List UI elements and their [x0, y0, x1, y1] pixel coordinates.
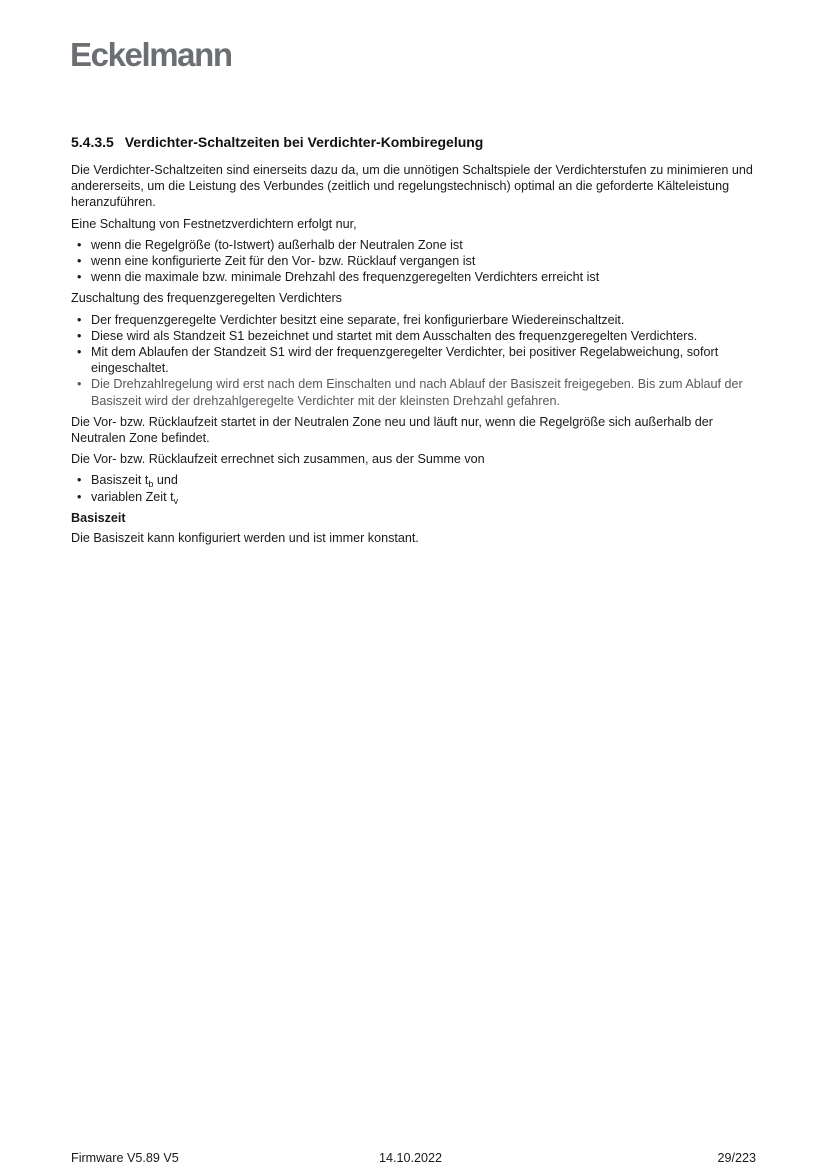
list-item: • variablen Zeit $t_v$ — [71, 489, 761, 505]
basis-heading: Basiszeit — [71, 510, 126, 525]
list-item: • Diese wird als Standzeit S1 bezeichnet und startet mit dem Ausschalten des frequenzgeregelten Verdichters. — [71, 328, 761, 344]
switching-conditions-list — [71, 237, 761, 286]
company-logo: Eckelmann — [70, 36, 232, 73]
footer-firmware: Firmware V5.89 V5 — [71, 1151, 179, 1165]
neutral-zone-note: Die Vor- bzw. Rücklaufzeit startet in der Neutralen Zone neu und läuft nur, wenn die Regelgröße sich außerhalb der Neutralen Zone befindet. — [71, 414, 713, 446]
fc-heading: Zuschaltung des frequenzgeregelten Verdichters — [71, 291, 342, 306]
intro-paragraph: Die Verdichter-Schaltzeiten sind einerseits dazu da, um die unnötigen Schaltspiele der Verdichterstufen zu minimieren und andererseits, um die Leistung des Verbundes (zeitlich und regelungstechnisch) optimal an die geforderte Kälteleistung heranzuführen. — [71, 163, 753, 210]
sum-intro: Die Vor- bzw. Rücklaufzeit errechnet sich zusammen, aus der Summe von — [71, 452, 485, 467]
list-item: • wenn die Regelgröße (to-Istwert) außerhalb der Neutralen Zone ist — [71, 237, 761, 253]
list-item: • wenn eine konfigurierte Zeit für den Vor- bzw. Rücklauf vergangen ist — [71, 253, 761, 269]
page-content — [71, 133, 761, 551]
list-item: • Der frequenzgeregelte Verdichter besitzt eine separate, frei konfigurierbare Wiedereinschaltzeit. — [71, 312, 761, 328]
sum-items-list — [71, 472, 761, 504]
basis-text: Die Basiszeit kann konfiguriert werden und ist immer konstant. — [71, 531, 419, 546]
list-item: • wenn die maximale bzw. minimale Drehzahl des frequenzgeregelten Verdichters erreicht ist — [71, 269, 761, 285]
footer-page-number: 29/223 — [717, 1151, 756, 1165]
list-item: • Mit dem Ablaufen der Standzeit S1 wird der frequenzgeregelter Verdichter, bei positiver Regelabweichung, sofort eingeschaltet. — [71, 344, 761, 376]
section-title: Verdichter-Schaltzeiten bei Verdichter-Kombiregelung — [124, 134, 484, 150]
list-item: • Die Drehzahlregelung wird erst nach dem Einschalten und nach Ablauf der Basiszeit freigegeben. Bis zum Ablauf der Basiszeit wird der drehzahlgeregelte Verdichter mit der kleinsten Drehzahl gefahren. — [71, 376, 761, 408]
footer-date: 14.10.2022 — [379, 1151, 443, 1165]
switching-intro: Eine Schaltung von Festnetzverdichtern erfolgt nur, — [71, 216, 357, 231]
fc-points-list — [71, 312, 761, 409]
section-number: 5.4.3.5 — [71, 134, 114, 150]
list-item: • Basiszeit $t_b$ und — [71, 472, 761, 488]
section-heading — [71, 133, 761, 151]
